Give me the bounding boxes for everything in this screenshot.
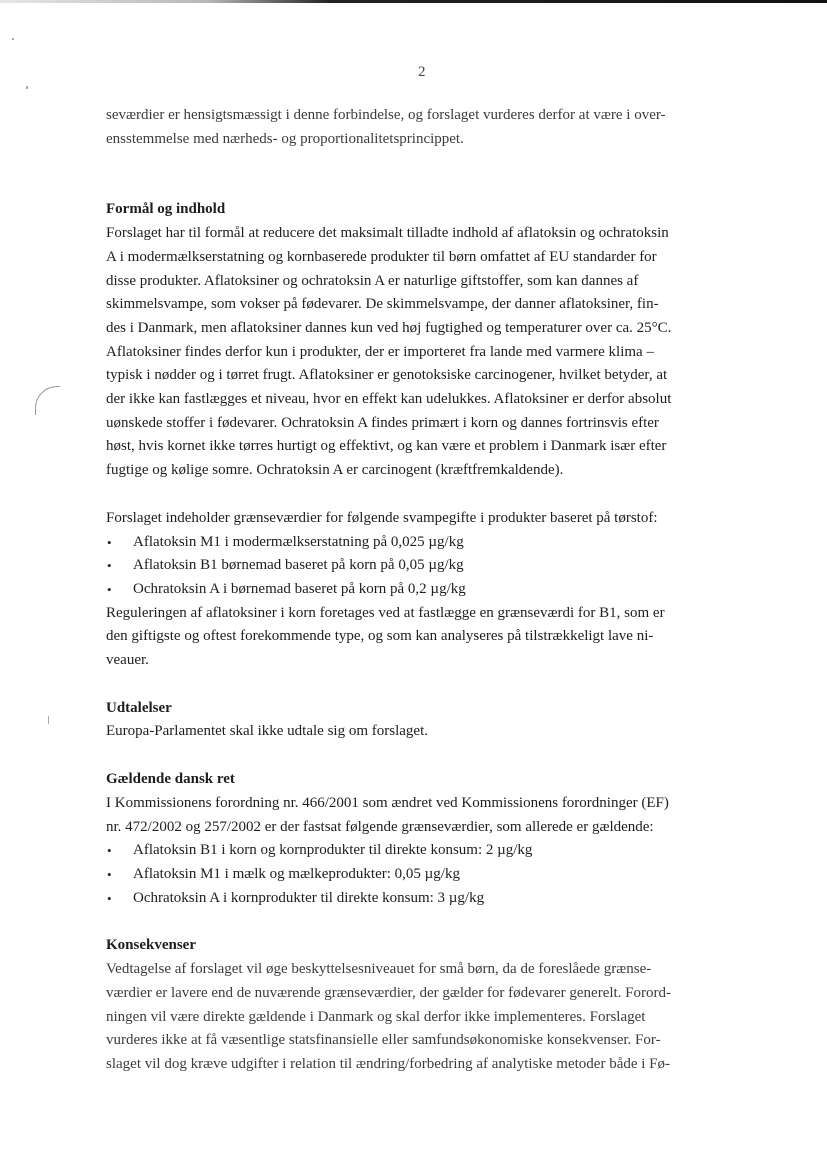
intro-line: seværdier er hensigtsmæssigt i denne forbindelse, og forslaget vurderes derfor at være i over- — [106, 107, 666, 123]
body-line: Europa-Parlamentet skal ikke udtale sig om forslaget. — [106, 723, 428, 740]
body-line: høst, hvis kornet ikke tørres hurtigt og effektivt, og kan være et problem i Danmark især efter — [106, 438, 667, 455]
scan-speck — [48, 716, 49, 724]
udtalelser-section — [106, 697, 746, 744]
section-heading-konsekvenser: Konsekvenser — [106, 937, 196, 954]
scan-speck — [12, 38, 14, 40]
body-line: veauer. — [106, 652, 149, 669]
page-top-edge — [0, 0, 827, 3]
list-item: • Aflatoksin B1 i korn og kornprodukter til direkte konsum: 2 µg/kg — [106, 839, 746, 863]
body-line: den giftigste og oftest forekommende type, og som kan analyseres på tilstrækkeligt lave ni- — [106, 628, 654, 645]
body-line: Forslaget har til formål at reducere det maksimalt tilladte indhold af aflatoksin og ochratoksin — [106, 225, 669, 242]
body-line: Vedtagelse af forslaget vil øge beskyttelsesniveauet for små børn, da de foreslåede grænse- — [106, 961, 652, 978]
body-line: ningen vil være direkte gældende i Danmark og skal derfor ikke implementeres. Forslaget — [106, 1008, 646, 1025]
document-body — [106, 104, 746, 1077]
body-line: nr. 472/2002 og 257/2002 er der fastsat følgende grænseværdier, som allerede er gældende: — [106, 818, 654, 835]
scan-speck — [26, 86, 28, 89]
section-heading-formaal: Formål og indhold — [106, 201, 226, 218]
list-item: • Aflatoksin B1 børnemad baseret på korn på 0,05 µg/kg — [106, 554, 746, 578]
konsekvenser-section — [106, 934, 746, 1076]
section-heading-gaeldende: Gældende dansk ret — [106, 771, 235, 788]
body-line: uønskede stoffer i fødevarer. Ochratoksin A findes primært i korn og dannes fortrinsvis efter — [106, 414, 659, 431]
limit-list-current — [106, 839, 746, 910]
body-line: disse produkter. Aflatoksiner og ochratoksin A er naturlige giftstoffer, som kan dannes af — [106, 272, 639, 289]
body-line: der ikke kan fastlægges et niveau, hvor en effekt kan udelukkes. Aflatoksiner er derfor absolut — [106, 391, 672, 408]
body-line: Aflatoksiner findes derfor kun i produkter, der er importeret fra lande med varmere klima – — [106, 343, 654, 360]
list-item: • Ochratoksin A i børnemad baseret på korn på 0,2 µg/kg — [106, 578, 746, 602]
punch-hole-mark — [35, 386, 60, 415]
intro-section — [106, 104, 746, 151]
gaeldende-section — [106, 768, 746, 910]
list-item: • Aflatoksin M1 i modermælkserstatning på 0,025 µg/kg — [106, 531, 746, 555]
list-item: • Ochratoksin A i kornprodukter til direkte konsum: 3 µg/kg — [106, 887, 746, 911]
intro-line: ensstemmelse med nærheds- og proportionalitetsprincippet. — [106, 130, 464, 147]
body-line: værdier er lavere end de nuværende grænseværdier, der gælder for fødevarer generelt. Forord- — [106, 984, 672, 1001]
body-line: des i Danmark, men aflatoksiner dannes kun ved høj fugtighed og temperaturer over ca. 25°C. — [106, 319, 672, 336]
list-item: • Aflatoksin M1 i mælk og mælkeprodukter: 0,05 µg/kg — [106, 863, 746, 887]
page-number: 2 — [418, 64, 426, 80]
body-line: A i modermælkserstatning og kornbaserede produkter til børn omfattet af EU standarder for — [106, 248, 657, 265]
limit-list-proposed — [106, 531, 746, 602]
body-line: slaget vil dog kræve udgifter i relation til ændring/forbedring af analytiske metoder både i Fø- — [106, 1055, 671, 1072]
body-line: fugtige og kølige somre. Ochratoksin A er carcinogent (kræftfremkaldende). — [106, 462, 564, 479]
body-line: Reguleringen af aflatoksiner i korn foretages ved at fastlægge en grænseværdi for B1, som er — [106, 604, 665, 621]
formaal-section — [106, 198, 746, 672]
section-heading-udtalelser: Udtalelser — [106, 699, 172, 716]
body-line: vurderes ikke at få væsentlige statsfinansielle eller samfundsøkonomiske konsekvenser. For- — [106, 1032, 661, 1049]
body-line: I Kommissionens forordning nr. 466/2001 som ændret ved Kommissionens forordninger (EF) — [106, 794, 669, 811]
list-intro: Forslaget indeholder grænseværdier for følgende svampegifte i produkter baseret på tørstof: — [106, 509, 658, 526]
body-line: skimmelsvampe, som vokser på fødevarer. De skimmelsvampe, der danner aflatoksiner, fin- — [106, 296, 659, 313]
body-line: typisk i nødder og i tørret frugt. Aflatoksiner er genotoksiske carcinogener, hvilket betyder, at — [106, 367, 668, 384]
